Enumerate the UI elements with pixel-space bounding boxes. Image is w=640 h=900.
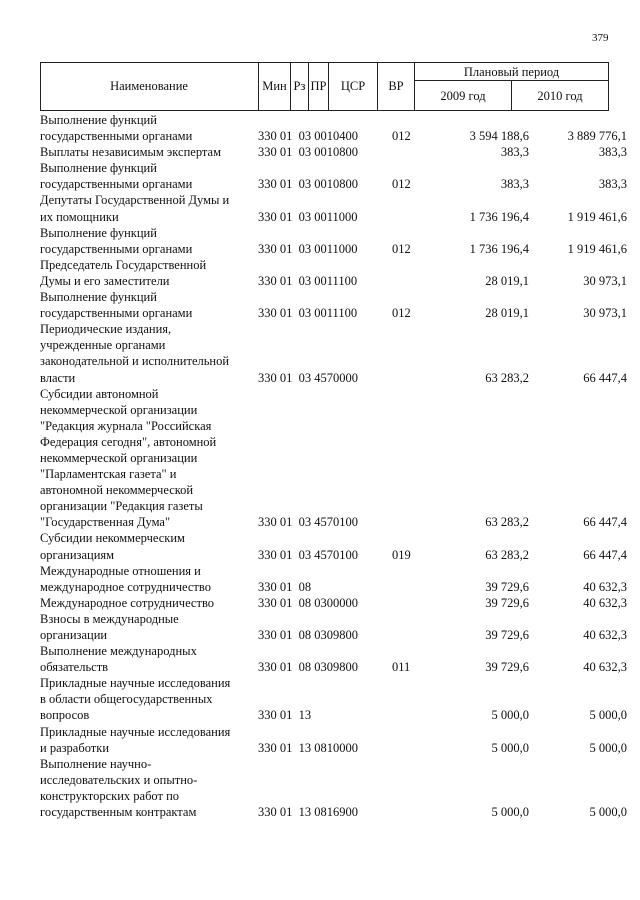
row-vr: 019 [392,547,411,562]
row-name-line: Выполнение функций [40,225,157,240]
row-name [40,724,258,756]
row-name-line: власти [40,370,76,385]
table-row [40,160,627,192]
row-value-2009: 39 729,6 [485,660,529,675]
budget-table [40,112,627,820]
row-name-line: Выполнение функций [40,113,157,127]
table-row [40,530,627,562]
row-name-line: некоммерческой организации [40,450,198,465]
row-name-line: Федерация сегодня", автономной [40,434,217,449]
table-header [40,62,609,111]
row-name-line: организации "Редакция газеты [40,499,203,514]
table-row [40,643,627,675]
table-row [40,112,627,144]
row-vr [392,595,427,611]
row-name-line: Прикладные научные исследования [40,676,231,691]
row-value-2009: 39 729,6 [485,628,529,642]
row-name-line: организациям [40,547,115,562]
row-value-2010: 5 000,0 [589,805,627,820]
row-name-line: в области общегосударственных [40,692,213,707]
row-name-line: Выполнение международных [40,644,197,659]
row-name [40,160,258,192]
row-code: 330 01 03 0011000 [258,241,358,256]
row-value-2009: 28 019,1 [485,273,529,288]
row-code: 330 01 03 4570000 [258,370,358,385]
table-row [40,144,627,160]
row-name-line: "Государственная Дума" [40,515,171,530]
row-name-line: Прикладные научные исследования [40,724,231,739]
row-value-2010: 383,3 [598,177,627,192]
row-value-2010: 3 889 776,1 [567,129,627,144]
row-name [40,192,258,224]
row-value-2009: 28 019,1 [485,306,529,321]
row-name-line: Председатель Государственной [40,257,207,272]
row-vr [392,563,427,595]
row-vr: 012 [392,177,411,192]
table-row [40,321,627,385]
row-name [40,321,258,385]
row-name-line: государственными органами [40,177,193,192]
header-divider [608,62,609,111]
header-year-2009: 2009 год [440,89,486,103]
row-value-2009: 63 283,2 [485,547,529,562]
row-code: 330 01 08 0300000 [258,595,358,610]
row-name-line: Взносы в международные [40,611,179,626]
row-name-line: Субсидии некоммерческим [40,531,185,546]
header-vr: ВР [388,79,404,93]
row-name [40,756,258,820]
row-name-line: международное сотрудничество [40,579,211,594]
header-name: Наименование [110,79,188,93]
row-code: 330 01 03 0011100 [258,306,358,321]
table-row [40,386,627,531]
page-number: 379 [592,32,609,44]
row-vr [392,611,427,643]
row-name-line: Субсидии автономной [40,386,159,401]
row-name [40,530,258,562]
row-vr: 012 [392,306,411,321]
row-code: 330 01 08 [258,579,312,594]
row-value-2010: 66 447,4 [583,547,627,562]
row-value-2010: 40 632,3 [583,595,627,610]
row-name-line: Выполнение функций [40,290,157,305]
row-value-2010: 66 447,4 [583,515,627,530]
row-name-line: Международные отношения и [40,563,201,578]
row-value-2009: 39 729,6 [485,579,529,594]
row-value-2009: 1 736 196,4 [469,209,529,224]
row-vr [392,724,427,756]
table-row [40,563,627,595]
row-vr: 012 [392,241,411,256]
row-name-line: учрежденные органами [40,338,166,353]
row-name-line: Выполнение функций [40,161,157,176]
row-vr [392,386,427,531]
row-code: 330 01 03 0011100 [258,273,358,288]
row-name-line: государственными органами [40,129,193,144]
row-code: 330 01 03 0010400 [258,129,358,144]
row-code: 330 01 08 0309800 [258,628,358,642]
row-value-2010: 383,3 [598,145,627,160]
row-value-2010: 30 973,1 [583,273,627,288]
row-name [40,257,258,289]
row-name-line: Выполнение научно- [40,756,152,771]
row-name-line: их помощники [40,209,119,224]
row-value-2010: 1 919 461,6 [567,209,627,224]
row-vr [392,144,427,160]
row-vr: 011 [392,660,411,675]
row-value-2010: 5 000,0 [589,740,627,755]
header-planned-period: Плановый период [463,65,560,79]
header-pr: ПР [310,79,327,93]
row-code: 330 01 08 0309800 [258,660,358,675]
row-value-2010: 66 447,4 [583,370,627,385]
header-bottom-border [40,110,609,111]
row-name-line: государственным контрактам [40,805,197,820]
row-code: 330 01 13 0816900 [258,805,358,820]
row-value-2010: 40 632,3 [583,628,627,642]
row-name-line: "Парламентская газета" и [40,467,177,482]
row-value-2010: 40 632,3 [583,579,627,594]
table-row [40,756,627,820]
row-vr: 012 [392,129,411,144]
row-name [40,595,258,611]
table-row [40,611,627,643]
row-name-line: государственными органами [40,306,193,321]
row-name [40,112,258,144]
row-code: 330 01 03 0011000 [258,209,358,224]
row-name [40,144,258,160]
row-name-line: Думы и его заместители [40,273,170,288]
header-csr: ЦСР [340,79,366,93]
table-row [40,225,627,257]
row-name-line: Международное сотрудничество [40,595,215,610]
row-name [40,675,258,723]
table-row [40,192,627,224]
header-min: Мин [262,79,287,93]
row-code: 330 01 03 4570100 [258,515,358,530]
row-value-2010: 5 000,0 [589,708,627,723]
table-row [40,289,627,321]
row-name [40,289,258,321]
row-code: 330 01 03 0010800 [258,145,358,160]
table-row [40,257,627,289]
row-value-2009: 383,3 [500,145,529,160]
header-rz: Рз [293,79,306,93]
row-vr [392,257,427,289]
row-code: 330 01 13 0810000 [258,740,358,755]
row-name [40,386,258,531]
row-name [40,643,258,675]
row-name-line: и разработки [40,740,110,755]
row-value-2009: 39 729,6 [485,595,529,610]
row-name-line: автономной некоммерческой [40,483,194,498]
row-code: 330 01 03 0010800 [258,177,358,192]
table-row [40,724,627,756]
row-value-2010: 1 919 461,6 [567,241,627,256]
row-value-2010: 40 632,3 [583,660,627,675]
row-name-line: некоммерческой организации [40,402,198,417]
row-value-2010: 30 973,1 [583,306,627,321]
table-row [40,675,627,723]
row-value-2009: 3 594 188,6 [469,129,529,144]
header-top-border [40,62,609,63]
row-name-line: Депутаты Государственной Думы и [40,193,230,208]
table-row [40,595,627,611]
row-code: 330 01 13 [258,708,312,723]
row-code: 330 01 03 4570100 [258,547,358,562]
row-value-2009: 5 000,0 [491,805,529,820]
row-name-line: государственными органами [40,241,193,256]
row-vr [392,756,427,820]
row-name-line: законодательной и исполнительной [40,354,230,369]
row-vr [392,675,427,723]
row-name-line: вопросов [40,708,90,723]
row-name [40,611,258,643]
row-value-2009: 5 000,0 [491,708,529,723]
row-name [40,563,258,595]
header-year-2010: 2010 год [537,89,583,103]
row-name-line: "Редакция журнала "Российская [40,418,212,433]
row-value-2009: 63 283,2 [485,370,529,385]
row-value-2009: 383,3 [500,177,529,192]
row-name-line: обязательств [40,660,109,675]
row-name [40,225,258,257]
row-name-line: исследовательских и опытно- [40,772,198,787]
row-name-line: конструкторских работ по [40,788,180,803]
row-value-2009: 5 000,0 [491,740,529,755]
row-name-line: Выплаты независимым экспертам [40,145,221,160]
row-value-2009: 63 283,2 [485,515,529,530]
row-value-2009: 1 736 196,4 [469,241,529,256]
row-name-line: Периодические издания, [40,322,172,337]
row-vr [392,192,427,224]
row-vr [392,321,427,385]
row-name-line: организации [40,628,108,642]
